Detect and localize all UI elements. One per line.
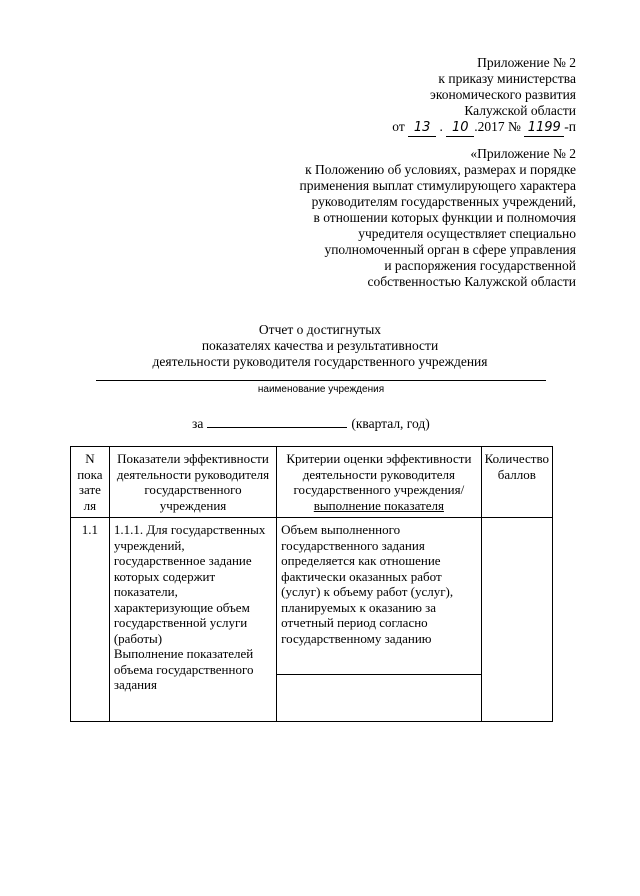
appendix-line: Калужской области bbox=[464, 103, 576, 118]
table-header-row bbox=[71, 447, 553, 518]
regulation-line: к Положению об условиях, размерах и порядке bbox=[305, 162, 576, 177]
period-blank bbox=[207, 414, 347, 428]
regulation-line: применения выплат стимулирующего характера bbox=[299, 178, 576, 193]
appendix-line: к приказу министерства bbox=[438, 71, 576, 86]
row-indicator-a: 1.1.1. Для государственных учреждений, государственное задание которых содержит показатели, характеризующие объем государственной услуги (работы) bbox=[113, 522, 266, 646]
row-num: 1.1 bbox=[71, 518, 110, 722]
appendix-line: Приложение № 2 bbox=[477, 55, 576, 70]
header-criteria-text: Критерии оценки эффективности деятельности руководителя государственного учреждения/ bbox=[286, 451, 472, 497]
report-title-line: деятельности руководителя государственного учреждения bbox=[152, 354, 488, 369]
institution-name-line bbox=[96, 380, 546, 381]
order-number: 1199 bbox=[524, 120, 564, 137]
regulation-line: руководителям государственных учреждений, bbox=[311, 194, 576, 209]
regulation-line: «Приложение № 2 bbox=[470, 146, 576, 161]
order-day: 13 bbox=[408, 120, 436, 137]
regulation-line: в отношении которых функции и полномочия bbox=[313, 210, 576, 225]
period-prefix: за bbox=[192, 416, 204, 431]
order-month: 10 bbox=[446, 120, 474, 137]
date-prefix: от bbox=[392, 119, 405, 134]
regulation-line: собственностью Калужской области bbox=[367, 274, 576, 289]
header-indicators: Показатели эффективности деятельности руководителя государственного учреждения bbox=[109, 447, 276, 518]
header-points: Количество баллов bbox=[481, 447, 552, 518]
regulation-line: учредителя осуществляет специально bbox=[358, 226, 576, 241]
order-year: .2017 № bbox=[474, 119, 521, 134]
header-criteria-underlined: выполнение показателя bbox=[313, 497, 444, 513]
order-suffix: -п bbox=[564, 119, 576, 134]
appendix-block bbox=[392, 55, 576, 137]
row-criteria-b bbox=[277, 675, 480, 721]
period-line bbox=[192, 414, 430, 432]
row-criteria-text: Объем выполненного государственного задания определяется как отношение фактически оказанных работ (услуг) к объему работ (услуг), планируемых к оказанию за отчетный период согласно государственному заданию bbox=[277, 518, 480, 675]
row-points bbox=[481, 518, 552, 722]
order-date-line: от 13 . 10 .2017 № 1199 -п bbox=[392, 119, 576, 135]
regulation-line: уполномоченный орган в сфере управления bbox=[324, 242, 576, 257]
row-indicator bbox=[109, 518, 276, 722]
period-suffix: (квартал, год) bbox=[351, 416, 430, 431]
header-num: N пока зате ля bbox=[71, 447, 110, 518]
row-indicator-b: Выполнение показателей объема государственного задания bbox=[113, 646, 254, 692]
institution-caption: наименование учреждения bbox=[257, 384, 385, 395]
table-row bbox=[71, 518, 553, 722]
indicators-table bbox=[70, 446, 553, 722]
header-criteria bbox=[277, 447, 481, 518]
regulation-block bbox=[299, 146, 576, 290]
report-title bbox=[0, 322, 640, 370]
report-title-line: Отчет о достигнутых bbox=[258, 322, 382, 337]
appendix-line: экономического развития bbox=[430, 87, 576, 102]
report-title-line: показателях качества и результативности bbox=[201, 338, 439, 353]
regulation-line: и распоряжения государственной bbox=[384, 258, 576, 273]
row-criteria bbox=[277, 518, 481, 722]
